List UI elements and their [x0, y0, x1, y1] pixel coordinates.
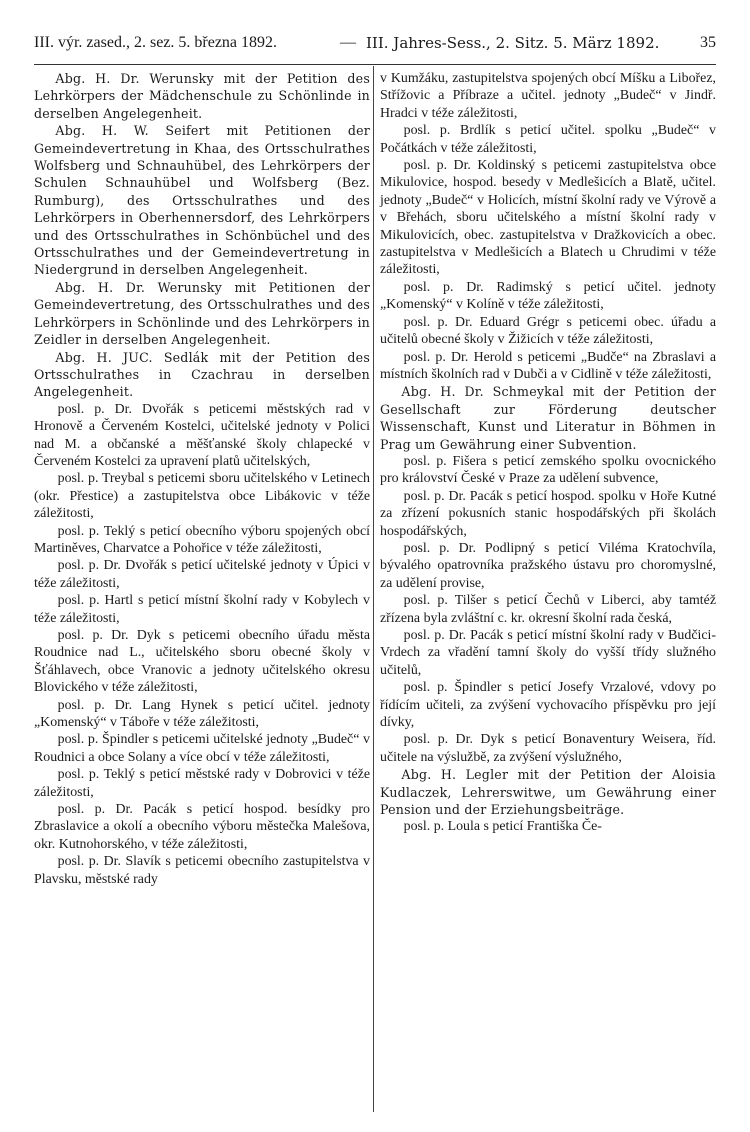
paragraph: posl. p. Dr. Lang Hynek s peticí učitel. jednoty „Komenský“ v Táboře v téže záležitosti,	[34, 697, 370, 731]
paragraph: posl. p. Teklý s peticí městské rady v Dobrovici v téže záležitosti,	[34, 767, 370, 800]
paragraph: posl. p. Dr. Pacák s peticí hospod. spolku v Hoře Kutné za zřízení pokusních stanic hospodářských při školách hospodářských,	[380, 488, 716, 539]
paragraph: Abg. H. Legler mit der Petition der Aloisia Kudlaczek, Lehrerswitwe, um Gewährung einer Pension und der Erziehungsbeiträge.	[380, 767, 716, 818]
paragraph: posl. p. Fišera s peticí zemského spolku ovocnického pro království České v Praze za udělení subvence,	[380, 453, 716, 487]
paragraph: posl. p. Dr. Koldinský s peticemi zastupitelstva obce Mikulovice, hospod. besedy v Medlešicích a Blatě, učitel. jednoty „Budeč“ v Holicích, místní školní rady ve Výrově a v Břehách, sboru učitelského a místní školní rady v Mikulovicích, obec. zastupitelstva v Dražkovicích a obec. zastupitelstva v Medlešicích a Blatech u Chrudimi v téže záležitosti,	[380, 158, 716, 278]
paragraph: posl. p. Treybal s peticemi sboru učitelského v Letinech (okr. Přestice) a zastupitelstva obce Libákovic v téže záležitosti,	[34, 471, 370, 522]
paragraph: posl. p. Dr. Herold s peticemi „Budče“ na Zbraslavi a místních školních rad v Dubči a v Cidlině v téže záležitosti,	[380, 349, 716, 382]
right-column	[380, 70, 716, 836]
paragraph: posl. p. Dr. Dyk s peticí Bonaventury Weisera, říd. učitele na výslužbě, za zvýšení výslužného,	[380, 732, 716, 765]
paragraph: v Kumžáku, zastupitelstva spojených obcí Míšku a Libořez, Střížovic a Příbraze a učitel. jednoty „Budeč“ v Jindř. Hradci v téže záležitosti,	[380, 71, 716, 121]
paragraph: posl. p. Dr. Dvořák s peticí učitelské jednoty v Úpici v téže záležitosti,	[34, 558, 370, 591]
paragraph: posl. p. Špindler s peticemi učitelské jednoty „Budeč“ v Roudnici a obce Solany a více obcí v téže záležitosti,	[34, 732, 370, 765]
paragraph: posl. p. Dr. Dvořák s peticemi městských rad v Hronově a Červeném Kostelci, učitelské jednoty v Polici nad M. a občanské a měšťanské školy chlapecké v Červeném Kostelci za upravení platů učitelských,	[34, 401, 370, 469]
paragraph: posl. p. Loula s peticí Františka Če-	[403, 819, 602, 835]
paragraph: Abg. H. Dr. Schmeykal mit der Petition der Gesellschaft zur Förderung deutscher Wissenschaft, Kunst und Literatur in Böhmen in Prag um Gewährung einer Subvention.	[380, 384, 716, 452]
page-number: 35	[700, 34, 716, 51]
left-column	[34, 70, 370, 888]
paragraph: Abg. H. W. Seifert mit Petitionen der Gemeindevertretung in Khaa, des Ortsschulrathes Wolfsberg und Schnauhübel, des Lehrkörpers der Schulen Schnauhübel und Wolfsberg (Bez. Rumburg), des Ortsschulrathes und des Lehrkörpers in Oberhennersdorf, des Lehrkörpers und des Ortsschulrathes in Schönbüchel und des Ortsschulrathes und der Gemeindevertretung in Niedergrund in derselben Angelegenheit.	[34, 123, 370, 278]
paragraph: Abg. H. Dr. Werunsky mit Petitionen der Gemeindevertretung, des Ortsschulrathes und des Lehrkörpers in Schönlinde und des Lehrkörpers in Zeidler in derselben Angelegenheit.	[34, 279, 370, 348]
paragraph: posl. p. Dr. Dyk s peticemi obecního úřadu města Roudnice nad L., učitelského sboru obecné školy v Šťáhlavech, obce Vranovic a jednoty učitelského okresu Blovického v téže záležitosti,	[34, 628, 370, 696]
paragraph: posl. p. Dr. Radimský s peticí učitel. jednoty „Komenský“ v Kolíně v téže záležitosti,	[380, 279, 716, 313]
paragraph: posl. p. Hartl s peticí místní školní rady v Kobylech v téže záležitosti,	[34, 593, 370, 626]
paragraph: Abg. H. JUC. Sedlák mit der Petition des Ortsschulrathes in Czachrau in derselben Angelegenheit.	[34, 349, 370, 400]
header-separator: —	[340, 34, 356, 51]
paragraph: posl. p. Brdlík s peticí učitel. spolku „Budeč“ v Počátkách v téže záležitosti,	[380, 123, 716, 156]
header-czech-session: III. výr. zased., 2. sez. 5. března 1892.	[34, 34, 278, 51]
paragraph: posl. p. Dr. Eduard Grégr s peticemi obec. úřadu a učitelů obecné školy v Žižicích v téže záležitosti,	[380, 314, 716, 348]
column-divider	[373, 66, 374, 1112]
paragraph: posl. p. Dr. Pacák s peticí místní školní rady v Budčici-Vrdech za vřadění tamní školy do vyšší třídy služného učitelů,	[380, 628, 716, 678]
paragraph: posl. p. Dr. Slavík s peticemi obecního zastupitelstva v Plavsku, městské rady	[34, 854, 370, 887]
paragraph: posl. p. Dr. Podlipný s peticí Viléma Kratochvíla, bývalého opatrovníka pražského ústavu pro choromyslné, za udělení provise,	[380, 540, 716, 591]
running-header	[34, 30, 716, 65]
paragraph: posl. p. Dr. Pacák s peticí hospod. besídky pro Zbraslavice a okolí a obecního výboru městečka Malešova, okr. Kutnohorského, v téže záležitosti,	[34, 802, 370, 852]
header-german-session: III. Jahres-Sess., 2. Sitz. 5. März 1892.	[366, 34, 660, 52]
paragraph: posl. p. Špindler s peticí Josefy Vrzalové, vdovy po řídícím učiteli, za zvýšení vychovacího příspěvku pro její dívky,	[380, 680, 716, 731]
paragraph: Abg. H. Dr. Werunsky mit der Petition des Lehrkörpers der Mädchenschule zu Schönlinde in derselben Angelegenheit.	[34, 71, 370, 121]
paragraph: posl. p. Tilšer s peticí Čechů v Liberci, aby tamtéž zřízena byla zvláštní c. kr. okresní školní rada česká,	[380, 593, 716, 626]
paragraph: posl. p. Teklý s peticí obecního výboru spojených obcí Martiněves, Charvatce a Pohořice v téže záležitosti,	[34, 523, 370, 556]
